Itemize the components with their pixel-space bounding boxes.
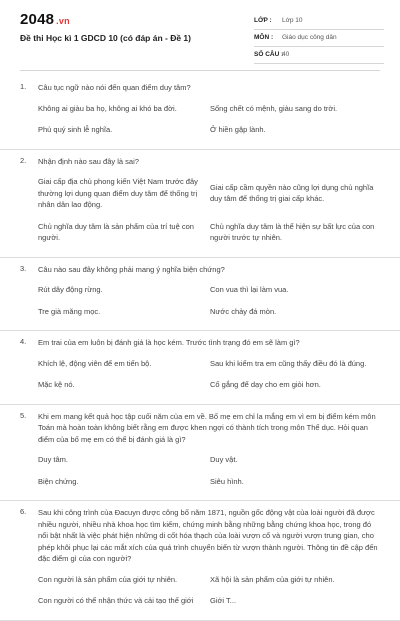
answer-option[interactable]: [210, 569, 382, 591]
answer-options: [38, 98, 380, 141]
question-item: [0, 258, 400, 332]
answer-option-text: Sống chết có mệnh, giàu sang do trời.: [210, 103, 338, 113]
answer-options: [38, 171, 380, 249]
answer-option[interactable]: [38, 119, 210, 141]
answer-option[interactable]: [38, 471, 210, 493]
logo-name: 2048: [20, 11, 55, 28]
question-number: 5.: [20, 410, 27, 420]
question-number: 4.: [20, 337, 27, 346]
answer-option[interactable]: [38, 301, 210, 323]
answer-option[interactable]: [210, 279, 382, 301]
question-number: 6.: [20, 507, 27, 516]
answer-option[interactable]: [210, 590, 382, 612]
question-text: Câu nào sau đây không phải mang ý nghĩa biện chứng?: [38, 264, 225, 274]
answer-options: [38, 353, 380, 396]
answer-option[interactable]: [210, 374, 382, 396]
answer-options: [38, 279, 380, 322]
answer-option-text: Sau khi kiểm tra em cũng thấy điều đó là đúng.: [210, 358, 367, 368]
answer-option[interactable]: [38, 353, 210, 375]
answer-option[interactable]: [38, 449, 210, 471]
answer-option-text: Khích lệ, động viên để em tiến bộ.: [38, 358, 152, 368]
answer-option[interactable]: [210, 301, 382, 323]
meta-label: MÔN :: [254, 34, 274, 41]
answer-option-text: Con vua thì lại làm vua.: [210, 285, 289, 294]
answer-option-text: Con người có thể nhận thức và cải tạo thế giới: [38, 596, 194, 605]
meta-value: Lớp 10: [282, 17, 303, 24]
meta-label: LỚP :: [254, 17, 272, 24]
meta-row-count: [254, 47, 384, 64]
answer-option-text: Phú quý sinh lễ nghĩa.: [38, 125, 113, 134]
answer-option-text: Nước chảy đá mòn.: [210, 306, 277, 316]
question-list: [0, 76, 400, 621]
question-item: [0, 76, 400, 150]
question-text: Em trai của em luôn bị đánh giá là học kém. Trước tình trạng đó em sẽ làm gì?: [38, 338, 300, 347]
answer-options: [38, 569, 380, 612]
answer-option[interactable]: [38, 98, 210, 120]
answer-option[interactable]: [210, 471, 382, 493]
header-divider: [20, 70, 380, 71]
logo-tld: .vn: [56, 16, 70, 26]
question-number: 1.: [20, 82, 27, 91]
exam-meta-table: [254, 13, 384, 64]
site-logo[interactable]: [20, 11, 70, 28]
answer-option[interactable]: [210, 216, 382, 249]
answer-option[interactable]: [210, 449, 382, 471]
answer-option-text: Giai cấp địa chủ phong kiến Việt Nam trước đây thường lợi dụng quan điểm duy tâm để thống trị nhân dân lao động.: [38, 177, 198, 209]
answer-option[interactable]: [210, 98, 382, 120]
answer-option-text: Giới T...: [210, 596, 237, 605]
answer-option[interactable]: [38, 590, 210, 612]
answer-option-text: Con người là sản phẩm của giới tự nhiên.: [38, 574, 178, 584]
answer-option-text: Mặc kệ nó.: [38, 380, 75, 389]
answer-option[interactable]: [38, 171, 210, 216]
answer-option-text: Siêu hình.: [210, 476, 244, 486]
question-text: Sau khi công trình của Đacuyn được công bố năm 1871, nguồn gốc động vật của loài người đã được nhiều người, nhiều nhà khoa học tìm kiếm, chứng minh bằng những bằng chứng khoa học, trong đó nổi bật nhất là việc phát hiện những di cốt hóa thạch của loài vượn cổ và người vượn trung gian, cho phép khôi phục lại các mắt xích của quá trình chuyển biến từ vượn thành người. Thông tin đề cập đến đặc điểm gì của con người?: [38, 508, 378, 563]
answer-option[interactable]: [210, 353, 382, 375]
meta-value: Giáo dục công dân: [282, 34, 337, 41]
meta-row-class: [254, 13, 384, 30]
meta-label: SỐ CÂU :: [254, 51, 284, 58]
answer-option-text: Tre già măng mọc.: [38, 306, 101, 316]
answer-option[interactable]: [210, 119, 382, 141]
answer-option-text: Duy vật.: [210, 455, 238, 464]
document-title: Đề thi Học kì 1 GDCD 10 (có đáp án - Đề 1): [20, 33, 191, 43]
answer-option-text: Duy tâm.: [38, 455, 69, 464]
answer-option[interactable]: [38, 569, 210, 591]
question-number: 2.: [20, 155, 27, 165]
answer-option[interactable]: [38, 374, 210, 396]
answer-option-text: Cố gắng để dạy cho em giỏi hơn.: [210, 380, 321, 389]
meta-row-subject: [254, 30, 384, 47]
question-item: [0, 405, 400, 502]
meta-value: 40: [282, 51, 290, 58]
page-header: [0, 0, 400, 70]
answer-option-text: Chủ nghĩa duy tâm là thể hiện sự bất lực của con người trước tự nhiên.: [210, 221, 375, 242]
question-item: [0, 150, 400, 258]
answer-option-text: Ở hiền gặp lành.: [210, 125, 266, 134]
question-item: [0, 331, 400, 405]
answer-options: [38, 449, 380, 492]
answer-option-text: Biện chứng.: [38, 476, 79, 486]
question-number: 3.: [20, 263, 27, 273]
answer-option[interactable]: [210, 171, 382, 216]
answer-option[interactable]: [38, 216, 210, 249]
question-text: Nhận định nào sau đây là sai?: [38, 156, 139, 166]
answer-option[interactable]: [38, 279, 210, 301]
answer-option-text: Xã hội là sản phẩm của giới tự nhiên.: [210, 574, 335, 584]
question-item: [0, 501, 400, 621]
answer-option-text: Không ai giàu ba họ, không ai khó ba đời.: [38, 103, 177, 113]
question-text: Câu tục ngữ nào nói đến quan điểm duy tâm?: [38, 83, 191, 92]
answer-option-text: Giai cấp cầm quyền nào cũng lợi dụng chủ nghĩa duy tâm để thống trị giai cấp khác.: [210, 182, 374, 204]
answer-option-text: Rút dây động rừng.: [38, 285, 103, 294]
answer-option-text: Chủ nghĩa duy tâm là sản phẩm của trí tuệ con người.: [38, 221, 194, 242]
question-text: Khi em mang kết quả học tập cuối năm của em về. Bố mẹ em chỉ la mắng em vì em bị điểm kém môn Toán mà hoàn toàn không biết rằng em được khen ngợi có thành tích trong môn Thể dục. Hỏi quan điểm của bố mẹ em có thể bị đánh giá là gì?: [38, 411, 376, 444]
